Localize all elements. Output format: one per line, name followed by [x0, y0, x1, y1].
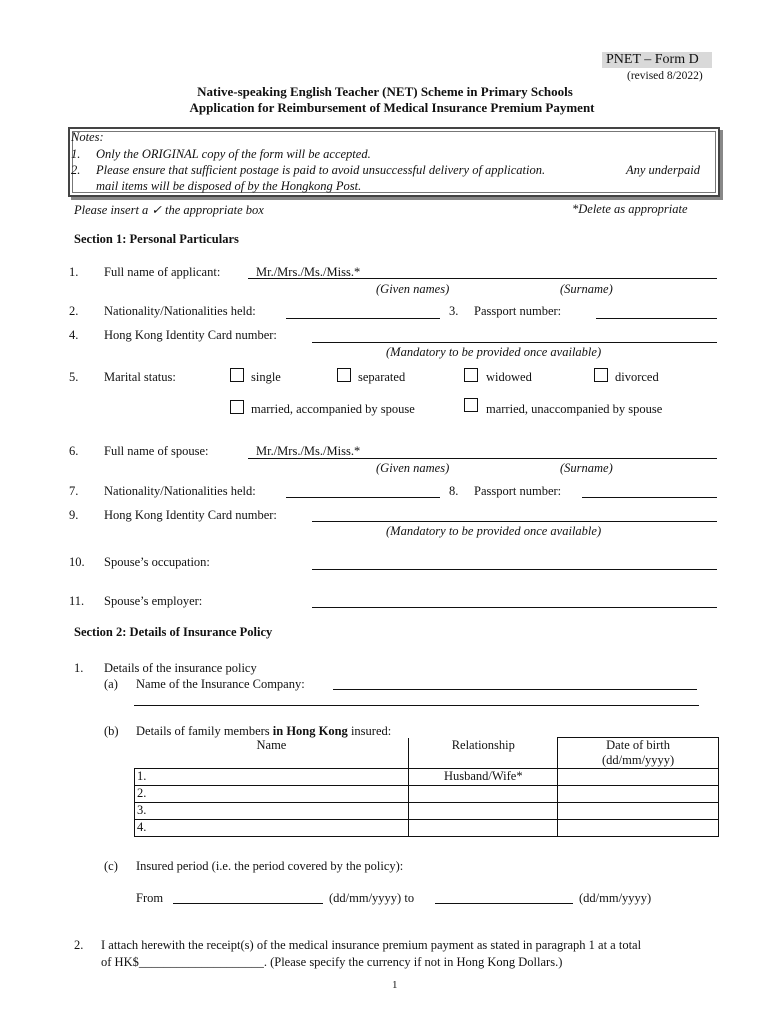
married-unaccompanied-label: married, unaccompanied by spouse — [486, 402, 663, 416]
a-num: (a) — [104, 677, 118, 691]
married-unaccompanied-checkbox[interactable] — [464, 398, 478, 412]
separated-label: separated — [358, 370, 406, 384]
note-2a: Please ensure that sufficient postage is paid to avoid unsuccessful delivery of application. — [96, 163, 546, 177]
family-members-table — [134, 737, 719, 837]
period-from-field[interactable] — [173, 903, 323, 904]
q11-num: 11. — [69, 594, 85, 608]
p2-num: 2. — [74, 938, 84, 952]
q3-label: Passport number: — [474, 304, 562, 318]
p1-label: Details of the insurance policy — [104, 661, 257, 675]
table-row — [135, 786, 719, 803]
q11-label: Spouse’s employer: — [104, 594, 203, 608]
section1-heading: Section 1: Personal Particulars — [74, 232, 239, 246]
form-tag: PNET – Form D — [602, 52, 712, 68]
row-3-dob[interactable] — [558, 803, 719, 820]
row-4-relationship[interactable] — [409, 820, 558, 837]
q6-label: Full name of spouse: — [104, 444, 209, 458]
widowed-checkbox[interactable] — [464, 368, 478, 382]
insert-tick-instruction: Please insert a ✓ the appropriate box — [74, 203, 264, 217]
title-line2: Application for Reimbursement of Medical Insurance Premium Payment — [189, 100, 595, 115]
q6-num: 6. — [69, 444, 79, 458]
period-to-field[interactable] — [435, 903, 573, 904]
q5-num: 5. — [69, 370, 79, 384]
q4-label: Hong Kong Identity Card number: — [104, 328, 277, 342]
applicant-name-field[interactable] — [248, 278, 717, 279]
p2-line1: I attach herewith the receipt(s) of the medical insurance premium payment as stated in paragraph 1 at a total — [101, 938, 642, 952]
q7-num: 7. — [69, 484, 79, 498]
q2-label: Nationality/Nationalities held: — [104, 304, 256, 318]
q4-num: 4. — [69, 328, 79, 342]
q1-label: Full name of applicant: — [104, 265, 221, 279]
p1-num: 1. — [74, 661, 84, 675]
q1-num: 1. — [69, 265, 79, 279]
note-2-num: 2. — [71, 163, 81, 177]
row-2-relationship[interactable] — [409, 786, 558, 803]
q1-prefix: Mr./Mrs./Ms./Miss.* — [256, 265, 361, 279]
spouse-hkid-field[interactable] — [312, 521, 717, 522]
a-label: Name of the Insurance Company: — [136, 677, 305, 691]
q10-label: Spouse’s occupation: — [104, 555, 210, 569]
table-row — [135, 803, 719, 820]
c-label: Insured period (i.e. the period covered by the policy): — [136, 859, 404, 873]
row-4-dob[interactable] — [558, 820, 719, 837]
delete-instruction: *Delete as appropriate — [572, 202, 688, 216]
title-line1: Native-speaking English Teacher (NET) Scheme in Primary Schools — [197, 84, 573, 99]
married-accompanied-label: married, accompanied by spouse — [251, 402, 415, 416]
col-header-dob: Date of birth (dd/mm/yyyy) — [558, 738, 719, 769]
separated-checkbox[interactable] — [337, 368, 351, 382]
row-2-dob[interactable] — [558, 786, 719, 803]
q7-label: Nationality/Nationalities held: — [104, 484, 256, 498]
b-num: (b) — [104, 724, 119, 738]
q1-surname-caption: (Surname) — [560, 282, 613, 296]
row-1-dob[interactable] — [558, 769, 719, 786]
to-label: (dd/mm/yyyy) to — [329, 891, 415, 905]
q6-surname-caption: (Surname) — [560, 461, 613, 475]
q1-given-names-caption: (Given names) — [376, 282, 450, 296]
note-1-num: 1. — [71, 147, 81, 161]
p2-line2: of HK$____________________. (Please specify the currency if not in Hong Kong Dollars.) — [101, 955, 563, 969]
spouse-occupation-field[interactable] — [312, 569, 717, 570]
col-header-name: Name — [135, 738, 409, 769]
q6-given-names-caption: (Given names) — [376, 461, 450, 475]
end-format-label: (dd/mm/yyyy) — [579, 891, 652, 905]
widowed-label: widowed — [486, 370, 532, 384]
applicant-passport-field[interactable] — [596, 318, 717, 319]
spouse-name-field[interactable] — [248, 458, 717, 459]
q8-label: Passport number: — [474, 484, 562, 498]
q6-prefix: Mr./Mrs./Ms./Miss.* — [256, 444, 361, 458]
page-number: 1 — [392, 979, 398, 991]
q8-num: 8. — [449, 484, 459, 498]
note-2c: mail items will be disposed of by the Hongkong Post. — [96, 179, 362, 193]
notes-heading: Notes: — [71, 130, 104, 144]
divorced-checkbox[interactable] — [594, 368, 608, 382]
single-label: single — [251, 370, 281, 384]
married-accompanied-checkbox[interactable] — [230, 400, 244, 414]
applicant-nationality-field[interactable] — [286, 318, 440, 319]
row-1-name[interactable]: 1. — [135, 769, 409, 786]
q9-mandatory-caption: (Mandatory to be provided once available) — [386, 524, 602, 538]
row-4-name[interactable]: 4. — [135, 820, 409, 837]
q2-num: 2. — [69, 304, 79, 318]
spouse-passport-field[interactable] — [582, 497, 717, 498]
divorced-label: divorced — [615, 370, 659, 384]
row-3-name[interactable]: 3. — [135, 803, 409, 820]
applicant-hkid-field[interactable] — [312, 342, 717, 343]
revised-date: (revised 8/2022) — [627, 70, 703, 82]
row-2-name[interactable]: 2. — [135, 786, 409, 803]
q9-label: Hong Kong Identity Card number: — [104, 508, 277, 522]
q3-num: 3. — [449, 304, 459, 318]
q9-num: 9. — [69, 508, 79, 522]
spouse-employer-field[interactable] — [312, 607, 717, 608]
table-header-row — [135, 738, 719, 769]
b-label: Details of family members in Hong Kong insured: — [136, 724, 392, 738]
c-num: (c) — [104, 859, 118, 873]
row-1-relationship[interactable]: Husband/Wife* — [409, 769, 558, 786]
from-label: From — [136, 891, 164, 905]
table-row — [135, 820, 719, 837]
table-row — [135, 769, 719, 786]
note-2b: Any underpaid — [626, 163, 700, 177]
single-checkbox[interactable] — [230, 368, 244, 382]
spouse-nationality-field[interactable] — [286, 497, 440, 498]
col-header-relationship: Relationship — [409, 738, 558, 769]
q4-mandatory-caption: (Mandatory to be provided once available) — [386, 345, 602, 359]
insurance-company-field[interactable] — [333, 689, 697, 690]
row-3-relationship[interactable] — [409, 803, 558, 820]
q5-label: Marital status: — [104, 370, 176, 384]
insurance-company-field-line2[interactable] — [134, 705, 699, 706]
q10-num: 10. — [69, 555, 85, 569]
section2-heading: Section 2: Details of Insurance Policy — [74, 625, 273, 639]
note-1: Only the ORIGINAL copy of the form will be accepted. — [96, 147, 371, 161]
